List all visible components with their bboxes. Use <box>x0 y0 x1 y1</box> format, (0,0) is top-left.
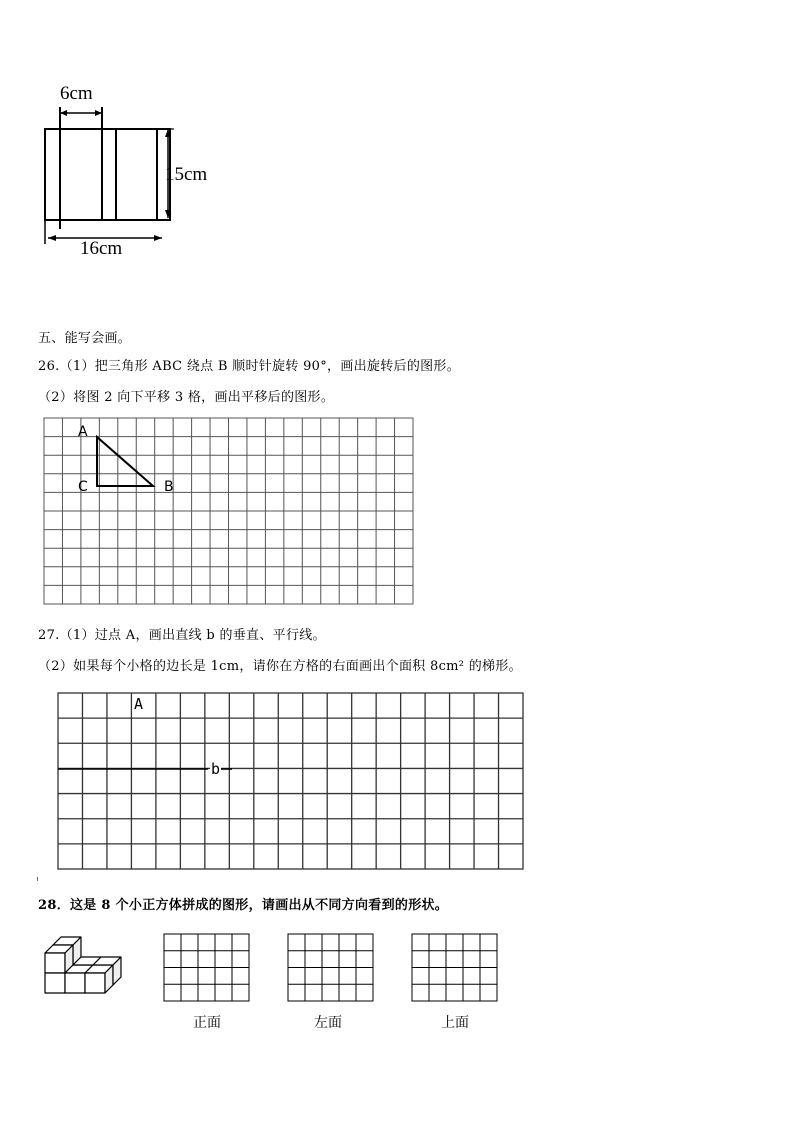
q27-part2-text: （2）如果每个小格的边长是 1cm，请你在方格的右面画出个面积 8cm² 的梯形。 <box>38 659 522 674</box>
view-front-caption: 正面 <box>193 1015 221 1031</box>
net-height-label: 15cm <box>165 164 208 185</box>
q26-point-a-label: A <box>78 424 88 440</box>
section-heading: 五、能写会画。 <box>38 331 132 346</box>
q26-point-c-label: C <box>78 479 88 495</box>
q26-part2-text: （2）将图 2 向下平移 3 格，画出平移后的图形。 <box>38 390 335 405</box>
q26-point-b-label: B <box>164 479 174 495</box>
net-length-label: 16cm <box>80 238 123 259</box>
net-width-label: 6cm <box>60 83 93 104</box>
q27-part1-text: 27.（1）过点 A，画出直线 b 的垂直、平行线。 <box>38 628 326 643</box>
view-left-caption: 左面 <box>314 1015 342 1031</box>
q26-part1-text: 26.（1）把三角形 ABC 绕点 B 顺时针旋转 90°，画出旋转后的图形。 <box>38 359 461 374</box>
q28-text: 28．这是 8 个小正方体拼成的图形，请画出从不同方向看到的形状。 <box>38 898 449 913</box>
view-top-caption: 上面 <box>441 1015 469 1031</box>
q27-line-b-label: b <box>211 760 221 778</box>
q27-point-a-label: A <box>134 695 144 713</box>
